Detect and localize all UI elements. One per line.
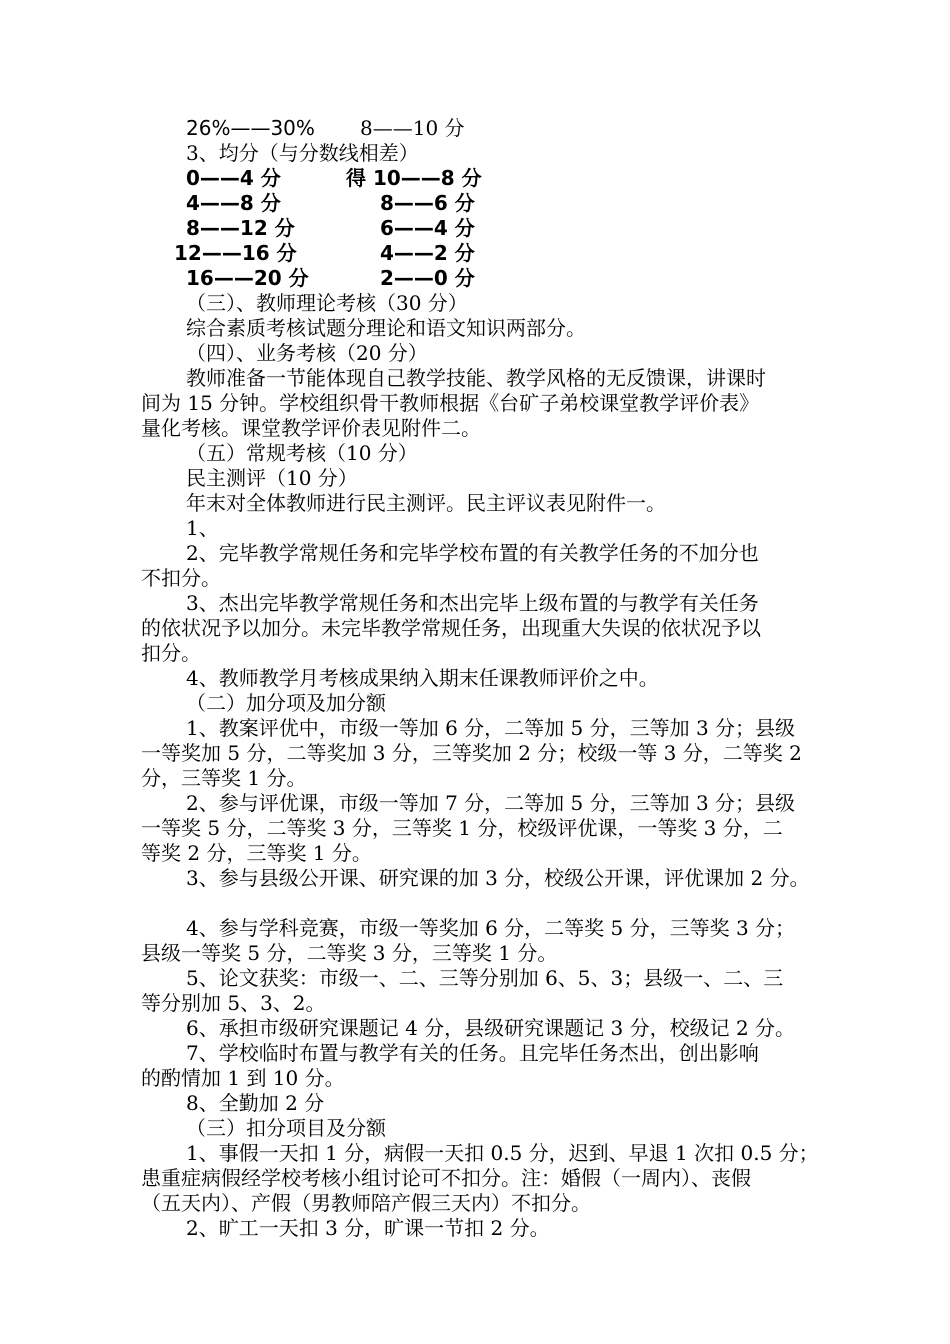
score-range-value: 8——10 分 xyxy=(360,116,465,140)
paragraph-line: 年末对全体教师进行民主测评。民主评议表见附件一。 xyxy=(186,491,666,515)
list-item: 4、参与学科竞赛，市级一等奖加 6 分，二等奖 5 分，三等奖 3 分； xyxy=(186,916,796,940)
list-item: 6、承担市级研究课题记 4 分，县级研究课题记 3 分，校级记 2 分。 xyxy=(186,1016,796,1040)
list-item: 2、完毕教学常规任务和完毕学校布置的有关教学任务的不加分也 xyxy=(186,541,759,565)
subsection-heading: 民主测评（10 分） xyxy=(186,466,358,490)
paragraph-line: 等分别加 5、3、2。 xyxy=(141,991,326,1015)
paragraph-line: 县级一等奖 5 分，二等奖 3 分，三等奖 1 分。 xyxy=(141,941,558,965)
table-cell-range: 4——8 分 xyxy=(186,191,281,215)
list-item: 8、全勤加 2 分 xyxy=(186,1091,325,1115)
list-item: 5、论文获奖：市级一、二、三等分别加 6、5、3；县级一、二、三 xyxy=(186,966,784,990)
paragraph-line: 间为 15 分钟。学校组织骨干教师根据《台矿子弟校课堂教学评价表》 xyxy=(141,391,760,415)
paragraph-line: 的酌情加 1 到 10 分。 xyxy=(141,1066,345,1090)
table-cell-range: 8——12 分 xyxy=(186,216,295,240)
paragraph-line: 一等奖 5 分，二等奖 3 分，三等奖 1 分，校级评优课，一等奖 3 分，二 xyxy=(141,816,783,840)
paragraph-line: 不扣分。 xyxy=(141,566,221,590)
table-cell-score: 2——0 分 xyxy=(380,266,475,290)
table-cell-range: 0——4 分 xyxy=(186,166,281,190)
table-cell-score: 得 10——8 分 xyxy=(346,166,482,190)
paragraph-line: 教师准备一节能体现自己教学技能、教学风格的无反馈课，讲课时 xyxy=(186,366,766,390)
section-heading: （二）加分项及加分额 xyxy=(186,691,386,715)
section-heading: （三）扣分项目及分额 xyxy=(186,1116,386,1140)
list-item: 7、学校临时布置与教学有关的任务。且完毕任务杰出，创出影响 xyxy=(186,1041,759,1065)
list-item: 3、参与县级公开课、研究课的加 3 分，校级公开课，评优课加 2 分。 xyxy=(186,866,810,890)
section-heading: （三）、教师理论考核（30 分） xyxy=(186,291,468,315)
paragraph-line: 一等奖加 5 分，二等奖加 3 分，三等奖加 2 分；校级一等 3 分，二等奖 2 xyxy=(141,741,802,765)
paragraph-line: 等奖 2 分，三等奖 1 分。 xyxy=(141,841,372,865)
score-range-line: 26%——30% xyxy=(186,116,315,140)
paragraph-line: （五天内）、产假（男教师陪产假三天内）不扣分。 xyxy=(141,1191,591,1215)
list-item: 4、教师教学月考核成果纳入期末任课教师评价之中。 xyxy=(186,666,659,690)
list-item: 3、杰出完毕教学常规任务和杰出完毕上级布置的与教学有关任务 xyxy=(186,591,759,615)
section-heading: 3、均分（与分数线相差） xyxy=(186,141,419,165)
paragraph-line: 患重症病假经学校考核小组讨论可不扣分。注：婚假（一周内）、丧假 xyxy=(141,1166,751,1190)
list-item: 1、教案评优中，市级一等加 6 分，二等加 5 分，三等加 3 分；县级 xyxy=(186,716,796,740)
paragraph-line: 扣分。 xyxy=(141,641,201,665)
table-cell-range: 12——16 分 xyxy=(174,241,297,265)
table-cell-score: 8——6 分 xyxy=(380,191,475,215)
list-item: 1、事假一天扣 1 分，病假一天扣 0.5 分，迟到、早退 1 次扣 0.5 分； xyxy=(186,1141,819,1165)
table-cell-score: 4——2 分 xyxy=(380,241,475,265)
paragraph-line: 综合素质考核试题分理论和语文知识两部分。 xyxy=(186,316,586,340)
section-heading: （四）、业务考核（20 分） xyxy=(186,341,428,365)
list-item: 2、旷工一天扣 3 分，旷课一节扣 2 分。 xyxy=(186,1216,550,1240)
paragraph-line: 分，三等奖 1 分。 xyxy=(141,766,307,790)
list-item: 1、 xyxy=(186,516,219,540)
table-cell-range: 16——20 分 xyxy=(186,266,309,290)
section-heading: （五）常规考核（10 分） xyxy=(186,441,418,465)
paragraph-line: 量化考核。课堂教学评价表见附件二。 xyxy=(141,416,481,440)
paragraph-line: 的依状况予以加分。未完毕教学常规任务，出现重大失误的依状况予以 xyxy=(141,616,761,640)
list-item: 2、参与评优课，市级一等加 7 分，二等加 5 分，三等加 3 分；县级 xyxy=(186,791,796,815)
table-cell-score: 6——4 分 xyxy=(380,216,475,240)
